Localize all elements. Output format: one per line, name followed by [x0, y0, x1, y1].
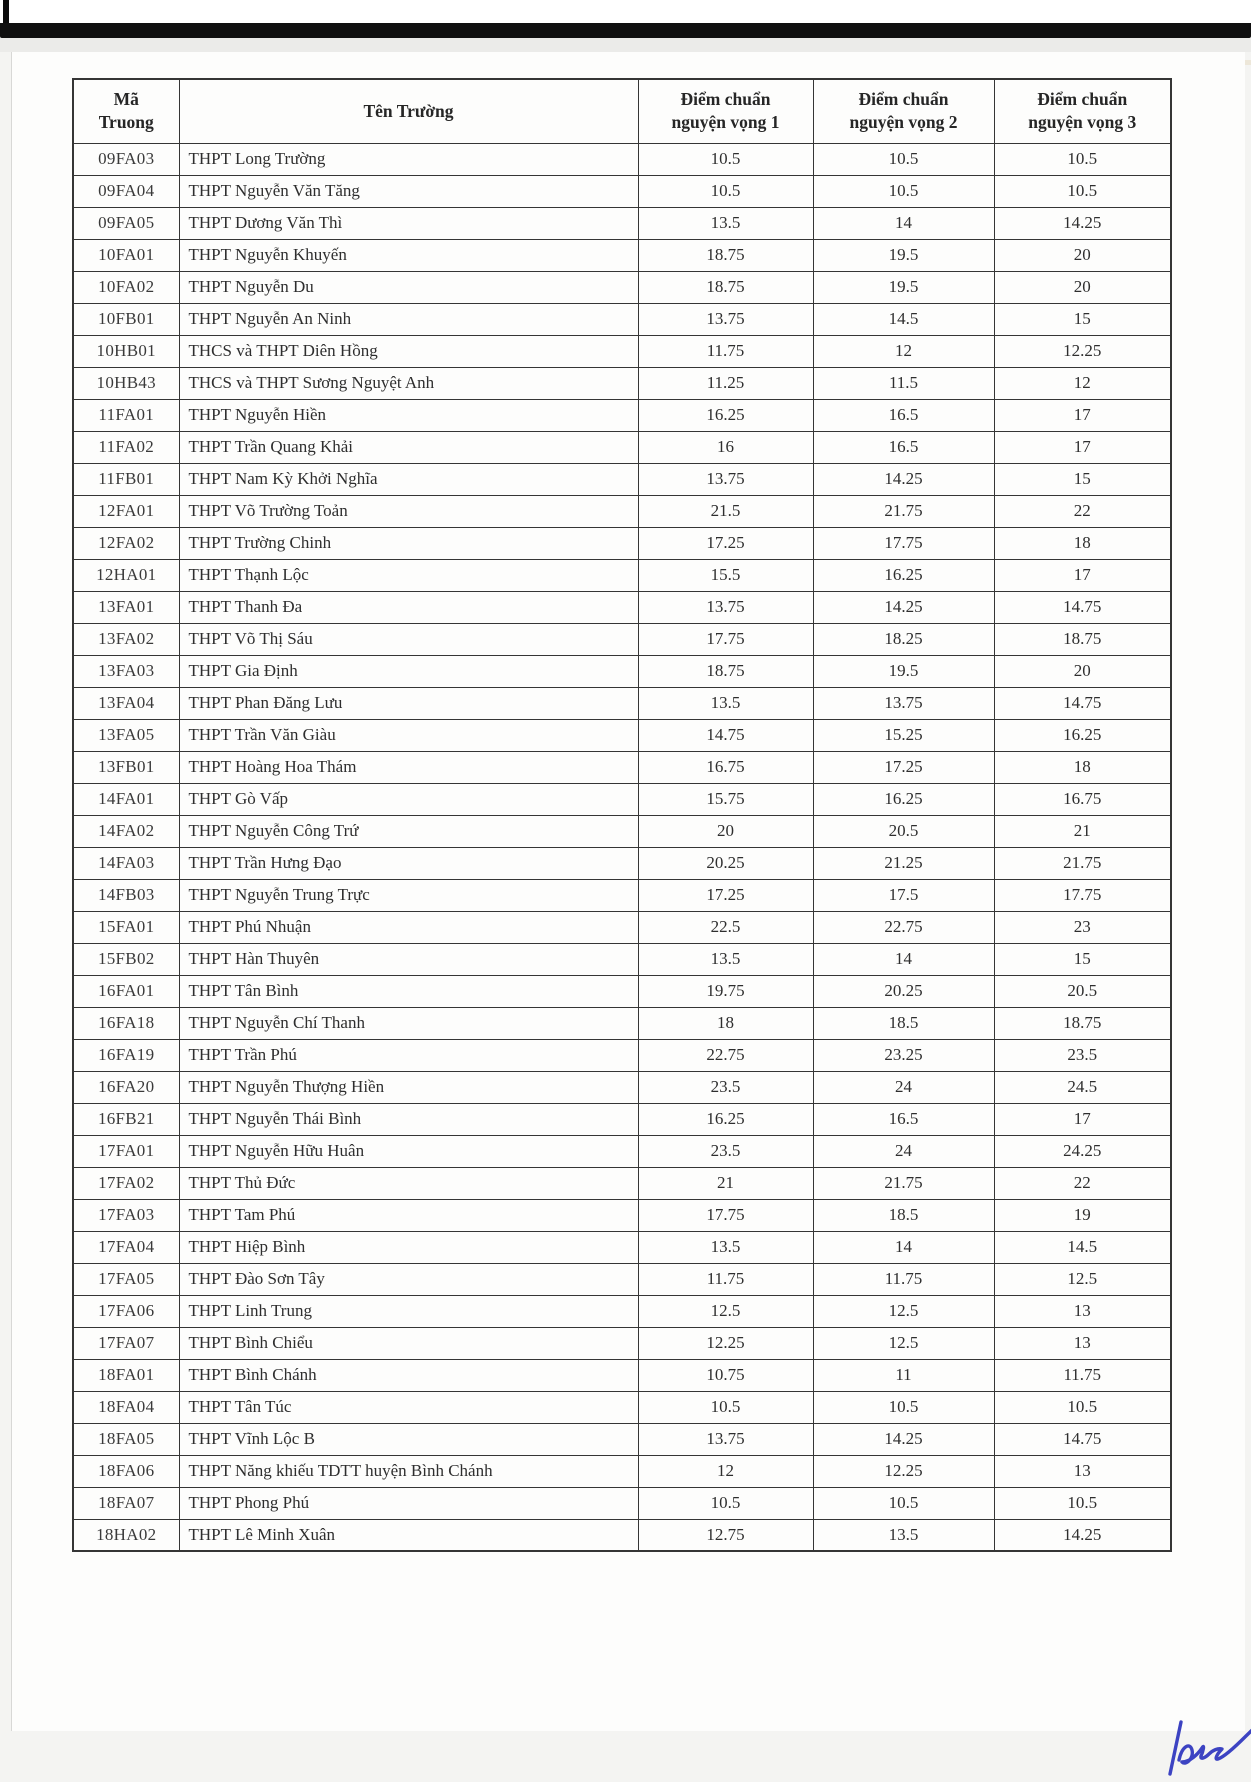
cell-score-nv2: 16.5: [813, 1103, 994, 1135]
cell-school-name: THPT Phan Đăng Lưu: [179, 687, 638, 719]
cell-score-nv2: 15.25: [813, 719, 994, 751]
cell-school-code: 10FB01: [73, 303, 179, 335]
cell-school-name: THPT Nguyễn Thượng Hiền: [179, 1071, 638, 1103]
cell-score-nv3: 23: [994, 911, 1171, 943]
cell-score-nv3: 17.75: [994, 879, 1171, 911]
cell-school-code: 14FA02: [73, 815, 179, 847]
cell-school-name: THPT Trường Chinh: [179, 527, 638, 559]
cell-score-nv1: 16: [638, 431, 813, 463]
cell-score-nv3: 22: [994, 1167, 1171, 1199]
cell-school-name: THPT Tam Phú: [179, 1199, 638, 1231]
cell-score-nv3: 20: [994, 271, 1171, 303]
cell-score-nv2: 11.5: [813, 367, 994, 399]
cell-school-name: THPT Nam Kỳ Khởi Nghĩa: [179, 463, 638, 495]
cell-score-nv3: 15: [994, 463, 1171, 495]
cell-school-name: THPT Năng khiếu TDTT huyện Bình Chánh: [179, 1455, 638, 1487]
cell-score-nv1: 10.75: [638, 1359, 813, 1391]
table-row: [73, 1359, 1171, 1391]
cell-score-nv3: 21: [994, 815, 1171, 847]
cell-school-code: 15FB02: [73, 943, 179, 975]
table-row: [73, 1103, 1171, 1135]
cell-score-nv1: 20.25: [638, 847, 813, 879]
cell-school-code: 15FA01: [73, 911, 179, 943]
table-row: [73, 975, 1171, 1007]
cell-score-nv1: 11.75: [638, 1263, 813, 1295]
table-row: [73, 719, 1171, 751]
cell-score-nv2: 11.75: [813, 1263, 994, 1295]
cell-school-code: 16FA20: [73, 1071, 179, 1103]
cell-score-nv2: 17.75: [813, 527, 994, 559]
cell-school-name: THPT Trần Hưng Đạo: [179, 847, 638, 879]
cell-score-nv1: 20: [638, 815, 813, 847]
cell-score-nv3: 14.5: [994, 1231, 1171, 1263]
cell-school-name: THPT Tân Bình: [179, 975, 638, 1007]
table-row: [73, 1263, 1171, 1295]
cell-score-nv3: 20.5: [994, 975, 1171, 1007]
cell-school-name: THPT Nguyễn Hữu Huân: [179, 1135, 638, 1167]
cell-school-name: THCS và THPT Diên Hồng: [179, 335, 638, 367]
cell-score-nv2: 17.25: [813, 751, 994, 783]
cell-score-nv3: 14.75: [994, 591, 1171, 623]
table-row: [73, 1007, 1171, 1039]
cell-score-nv3: 17: [994, 1103, 1171, 1135]
table-row: [73, 367, 1171, 399]
cell-score-nv3: 13: [994, 1455, 1171, 1487]
table-row: [73, 687, 1171, 719]
table-row: [73, 495, 1171, 527]
cell-score-nv2: 14.25: [813, 463, 994, 495]
cell-school-code: 18FA04: [73, 1391, 179, 1423]
header-text: Truong: [98, 112, 154, 133]
header-text: Điểm chuẩn: [680, 89, 771, 110]
cell-school-code: 13FB01: [73, 751, 179, 783]
table-row: [73, 399, 1171, 431]
cell-score-nv1: 13.75: [638, 463, 813, 495]
cell-score-nv3: 19: [994, 1199, 1171, 1231]
table-row: [73, 1487, 1171, 1519]
cell-score-nv2: 12.5: [813, 1295, 994, 1327]
cell-school-code: 17FA02: [73, 1167, 179, 1199]
table-row: [73, 911, 1171, 943]
cell-score-nv2: 19.5: [813, 239, 994, 271]
cell-score-nv1: 21: [638, 1167, 813, 1199]
cell-score-nv2: 21.75: [813, 1167, 994, 1199]
cell-score-nv2: 14: [813, 943, 994, 975]
cell-score-nv3: 10.5: [994, 1487, 1171, 1519]
cell-score-nv2: 17.5: [813, 879, 994, 911]
cell-school-code: 12HA01: [73, 559, 179, 591]
table-row: [73, 1455, 1171, 1487]
cell-score-nv1: 19.75: [638, 975, 813, 1007]
header-text: nguyện vọng 2: [849, 112, 958, 133]
cell-school-code: 09FA03: [73, 143, 179, 175]
cell-school-name: THPT Hiệp Bình: [179, 1231, 638, 1263]
cell-school-code: 10HB43: [73, 367, 179, 399]
table-row: [73, 623, 1171, 655]
signature-mark: [1162, 1704, 1251, 1782]
table-row: [73, 847, 1171, 879]
cell-school-code: 14FA03: [73, 847, 179, 879]
cell-score-nv3: 14.75: [994, 1423, 1171, 1455]
cell-score-nv1: 18.75: [638, 655, 813, 687]
cell-school-name: THPT Hàn Thuyên: [179, 943, 638, 975]
cell-score-nv1: 22.75: [638, 1039, 813, 1071]
cell-score-nv3: 18.75: [994, 1007, 1171, 1039]
cell-score-nv2: 12.25: [813, 1455, 994, 1487]
cell-school-name: THPT Bình Chánh: [179, 1359, 638, 1391]
cell-score-nv1: 11.25: [638, 367, 813, 399]
cell-school-name: THPT Bình Chiểu: [179, 1327, 638, 1359]
cell-score-nv1: 17.25: [638, 879, 813, 911]
cell-school-name: THPT Nguyễn Công Trứ: [179, 815, 638, 847]
cell-score-nv3: 13: [994, 1295, 1171, 1327]
cell-school-name: THPT Gò Vấp: [179, 783, 638, 815]
header-school-name: [179, 79, 638, 143]
header-row: [73, 79, 1171, 143]
cell-score-nv1: 12.25: [638, 1327, 813, 1359]
table-row: [73, 1071, 1171, 1103]
cell-score-nv1: 18.75: [638, 239, 813, 271]
header-text: Mã: [113, 89, 139, 110]
table-header: [73, 79, 1171, 143]
header-text: nguyện vọng 1: [671, 112, 780, 133]
cell-school-name: THPT Dương Văn Thì: [179, 207, 638, 239]
cell-school-code: 18FA06: [73, 1455, 179, 1487]
cell-score-nv1: 13.75: [638, 1423, 813, 1455]
cell-school-code: 09FA05: [73, 207, 179, 239]
cell-school-code: 17FA06: [73, 1295, 179, 1327]
table-row: [73, 1423, 1171, 1455]
cell-score-nv1: 10.5: [638, 175, 813, 207]
table-row: [73, 1167, 1171, 1199]
cell-score-nv3: 12.25: [994, 335, 1171, 367]
cell-school-code: 14FB03: [73, 879, 179, 911]
header-school-code: [73, 79, 179, 143]
cell-score-nv2: 10.5: [813, 143, 994, 175]
cell-school-code: 16FA18: [73, 1007, 179, 1039]
header-text: Tên Trường: [363, 100, 454, 121]
cell-score-nv2: 18.5: [813, 1007, 994, 1039]
cell-score-nv1: 12: [638, 1455, 813, 1487]
cell-school-code: 13FA02: [73, 623, 179, 655]
scanner-black-bar: [0, 23, 1251, 38]
cell-school-code: 13FA04: [73, 687, 179, 719]
cell-score-nv1: 13.5: [638, 1231, 813, 1263]
cell-school-code: 11FB01: [73, 463, 179, 495]
cell-score-nv3: 10.5: [994, 143, 1171, 175]
cell-school-name: THPT Nguyễn Văn Tăng: [179, 175, 638, 207]
cell-score-nv3: 14.75: [994, 687, 1171, 719]
table-row: [73, 431, 1171, 463]
cell-score-nv1: 11.75: [638, 335, 813, 367]
header-text: nguyện vọng 3: [1028, 112, 1137, 133]
table-row: [73, 879, 1171, 911]
cell-school-code: 10HB01: [73, 335, 179, 367]
table-body: [73, 143, 1171, 1551]
cell-score-nv1: 13.75: [638, 591, 813, 623]
cell-score-nv3: 13: [994, 1327, 1171, 1359]
cell-score-nv3: 14.25: [994, 1519, 1171, 1551]
cell-school-name: THPT Nguyễn Chí Thanh: [179, 1007, 638, 1039]
cell-score-nv3: 17: [994, 431, 1171, 463]
header-score-nv2: [813, 79, 994, 143]
cell-score-nv2: 14.25: [813, 591, 994, 623]
cell-school-code: 14FA01: [73, 783, 179, 815]
table-row: [73, 527, 1171, 559]
admission-scores-table: [72, 78, 1172, 1552]
cell-school-name: THPT Gia Định: [179, 655, 638, 687]
cell-score-nv3: 18: [994, 751, 1171, 783]
cell-score-nv1: 13.5: [638, 207, 813, 239]
cell-school-name: THPT Nguyễn Thái Bình: [179, 1103, 638, 1135]
table-row: [73, 1295, 1171, 1327]
cell-score-nv3: 22: [994, 495, 1171, 527]
cell-score-nv1: 15.75: [638, 783, 813, 815]
cell-score-nv2: 21.25: [813, 847, 994, 879]
cell-score-nv2: 20.5: [813, 815, 994, 847]
cell-score-nv2: 21.75: [813, 495, 994, 527]
table-row: [73, 239, 1171, 271]
cell-score-nv3: 17: [994, 399, 1171, 431]
table-row: [73, 1519, 1171, 1551]
cell-score-nv3: 18.75: [994, 623, 1171, 655]
cell-score-nv2: 14.5: [813, 303, 994, 335]
cell-school-name: THPT Trần Phú: [179, 1039, 638, 1071]
cell-score-nv2: 16.5: [813, 431, 994, 463]
cell-school-code: 17FA04: [73, 1231, 179, 1263]
cell-score-nv3: 18: [994, 527, 1171, 559]
cell-school-code: 12FA02: [73, 527, 179, 559]
cell-school-code: 17FA07: [73, 1327, 179, 1359]
cell-score-nv1: 17.75: [638, 1199, 813, 1231]
cell-school-code: 16FA01: [73, 975, 179, 1007]
table-row: [73, 463, 1171, 495]
cell-score-nv2: 18.5: [813, 1199, 994, 1231]
cell-school-code: 11FA02: [73, 431, 179, 463]
cell-school-code: 12FA01: [73, 495, 179, 527]
cell-score-nv1: 18.75: [638, 271, 813, 303]
cell-score-nv1: 17.25: [638, 527, 813, 559]
table-row: [73, 335, 1171, 367]
table-row: [73, 143, 1171, 175]
table-row: [73, 559, 1171, 591]
cell-score-nv2: 11: [813, 1359, 994, 1391]
cell-score-nv3: 15: [994, 943, 1171, 975]
cell-score-nv2: 10.5: [813, 1487, 994, 1519]
cell-score-nv1: 18: [638, 1007, 813, 1039]
table-row: [73, 1039, 1171, 1071]
cell-score-nv2: 13.75: [813, 687, 994, 719]
table-row: [73, 783, 1171, 815]
cell-school-code: 17FA01: [73, 1135, 179, 1167]
table-row: [73, 751, 1171, 783]
cell-school-name: THPT Trần Quang Khải: [179, 431, 638, 463]
table-row: [73, 591, 1171, 623]
cell-score-nv1: 10.5: [638, 143, 813, 175]
table-row: [73, 1391, 1171, 1423]
cell-score-nv2: 12.5: [813, 1327, 994, 1359]
table-row: [73, 303, 1171, 335]
cell-school-name: THPT Phú Nhuận: [179, 911, 638, 943]
cell-score-nv3: 23.5: [994, 1039, 1171, 1071]
cell-score-nv2: 16.5: [813, 399, 994, 431]
cell-school-code: 10FA01: [73, 239, 179, 271]
cell-school-code: 18FA07: [73, 1487, 179, 1519]
cell-score-nv1: 13.75: [638, 303, 813, 335]
cell-score-nv1: 16.25: [638, 1103, 813, 1135]
cell-score-nv2: 19.5: [813, 655, 994, 687]
cell-school-code: 13FA05: [73, 719, 179, 751]
cell-score-nv3: 12.5: [994, 1263, 1171, 1295]
cell-school-name: THPT Nguyễn Trung Trực: [179, 879, 638, 911]
cell-score-nv1: 23.5: [638, 1135, 813, 1167]
cell-school-code: 17FA05: [73, 1263, 179, 1295]
document-page: [12, 52, 1245, 1731]
cell-score-nv1: 12.75: [638, 1519, 813, 1551]
cell-score-nv3: 21.75: [994, 847, 1171, 879]
cell-score-nv1: 23.5: [638, 1071, 813, 1103]
cell-school-code: 18FA01: [73, 1359, 179, 1391]
cell-score-nv1: 13.5: [638, 943, 813, 975]
cell-score-nv3: 10.5: [994, 1391, 1171, 1423]
cell-score-nv2: 14: [813, 207, 994, 239]
cell-school-name: THPT Nguyễn Hiền: [179, 399, 638, 431]
table-row: [73, 943, 1171, 975]
cell-school-name: THPT Vĩnh Lộc B: [179, 1423, 638, 1455]
cell-school-name: THPT Đào Sơn Tây: [179, 1263, 638, 1295]
cell-score-nv1: 16.75: [638, 751, 813, 783]
cell-school-code: 13FA03: [73, 655, 179, 687]
cell-school-name: THPT Võ Trường Toản: [179, 495, 638, 527]
cell-score-nv2: 24: [813, 1071, 994, 1103]
cell-score-nv3: 14.25: [994, 207, 1171, 239]
scan-gap-strip: [0, 38, 1251, 52]
cell-school-name: THPT Thủ Đức: [179, 1167, 638, 1199]
cell-score-nv1: 15.5: [638, 559, 813, 591]
cell-score-nv3: 10.5: [994, 175, 1171, 207]
cell-school-name: THPT Phong Phú: [179, 1487, 638, 1519]
cell-school-name: THPT Nguyễn Khuyến: [179, 239, 638, 271]
cell-school-name: THCS và THPT Sương Nguyệt Anh: [179, 367, 638, 399]
cell-score-nv2: 10.5: [813, 175, 994, 207]
cell-score-nv1: 16.25: [638, 399, 813, 431]
cell-score-nv3: 24.5: [994, 1071, 1171, 1103]
cell-score-nv1: 12.5: [638, 1295, 813, 1327]
cell-score-nv3: 11.75: [994, 1359, 1171, 1391]
header-text: Điểm chuẩn: [1037, 89, 1128, 110]
cell-school-code: 13FA01: [73, 591, 179, 623]
cell-score-nv3: 17: [994, 559, 1171, 591]
table-row: [73, 1231, 1171, 1263]
cell-school-name: THPT Trần Văn Giàu: [179, 719, 638, 751]
cell-school-name: THPT Thạnh Lộc: [179, 559, 638, 591]
cell-score-nv1: 10.5: [638, 1391, 813, 1423]
cell-score-nv3: 16.75: [994, 783, 1171, 815]
table-row: [73, 1327, 1171, 1359]
cell-school-name: THPT Thanh Đa: [179, 591, 638, 623]
cell-score-nv2: 16.25: [813, 559, 994, 591]
cell-score-nv2: 23.25: [813, 1039, 994, 1071]
cell-score-nv2: 12: [813, 335, 994, 367]
cell-score-nv3: 24.25: [994, 1135, 1171, 1167]
cell-score-nv3: 20: [994, 239, 1171, 271]
cell-school-name: THPT Võ Thị Sáu: [179, 623, 638, 655]
cell-school-code: 17FA03: [73, 1199, 179, 1231]
cell-score-nv2: 22.75: [813, 911, 994, 943]
cell-school-name: THPT Tân Túc: [179, 1391, 638, 1423]
cell-score-nv1: 14.75: [638, 719, 813, 751]
cell-score-nv1: 13.5: [638, 687, 813, 719]
header-score-nv1: [638, 79, 813, 143]
cell-score-nv1: 21.5: [638, 495, 813, 527]
scan-top-margin: [0, 0, 1251, 23]
cell-score-nv1: 22.5: [638, 911, 813, 943]
cell-school-name: THPT Lê Minh Xuân: [179, 1519, 638, 1551]
cell-score-nv2: 10.5: [813, 1391, 994, 1423]
table-row: [73, 1199, 1171, 1231]
header-score-nv3: [994, 79, 1171, 143]
cell-score-nv2: 24: [813, 1135, 994, 1167]
table-row: [73, 207, 1171, 239]
cell-score-nv3: 20: [994, 655, 1171, 687]
cell-school-name: THPT Nguyễn An Ninh: [179, 303, 638, 335]
cell-school-code: 16FA19: [73, 1039, 179, 1071]
cell-school-name: THPT Hoàng Hoa Thám: [179, 751, 638, 783]
cell-school-code: 18FA05: [73, 1423, 179, 1455]
table-row: [73, 1135, 1171, 1167]
cell-school-name: THPT Long Trường: [179, 143, 638, 175]
cell-score-nv2: 20.25: [813, 975, 994, 1007]
cell-school-name: THPT Linh Trung: [179, 1295, 638, 1327]
cell-score-nv3: 12: [994, 367, 1171, 399]
cell-score-nv2: 18.25: [813, 623, 994, 655]
cell-school-code: 11FA01: [73, 399, 179, 431]
cell-score-nv2: 16.25: [813, 783, 994, 815]
cell-score-nv2: 19.5: [813, 271, 994, 303]
cell-school-code: 18HA02: [73, 1519, 179, 1551]
cell-score-nv1: 17.75: [638, 623, 813, 655]
cell-school-name: THPT Nguyễn Du: [179, 271, 638, 303]
cell-score-nv2: 13.5: [813, 1519, 994, 1551]
table-row: [73, 815, 1171, 847]
header-text: Điểm chuẩn: [858, 89, 949, 110]
table-row: [73, 655, 1171, 687]
cell-score-nv2: 14.25: [813, 1423, 994, 1455]
cell-score-nv3: 16.25: [994, 719, 1171, 751]
cell-score-nv3: 15: [994, 303, 1171, 335]
cell-score-nv2: 14: [813, 1231, 994, 1263]
cell-score-nv1: 10.5: [638, 1487, 813, 1519]
cell-school-code: 10FA02: [73, 271, 179, 303]
table-row: [73, 175, 1171, 207]
table-row: [73, 271, 1171, 303]
cell-school-code: 09FA04: [73, 175, 179, 207]
cell-school-code: 16FB21: [73, 1103, 179, 1135]
